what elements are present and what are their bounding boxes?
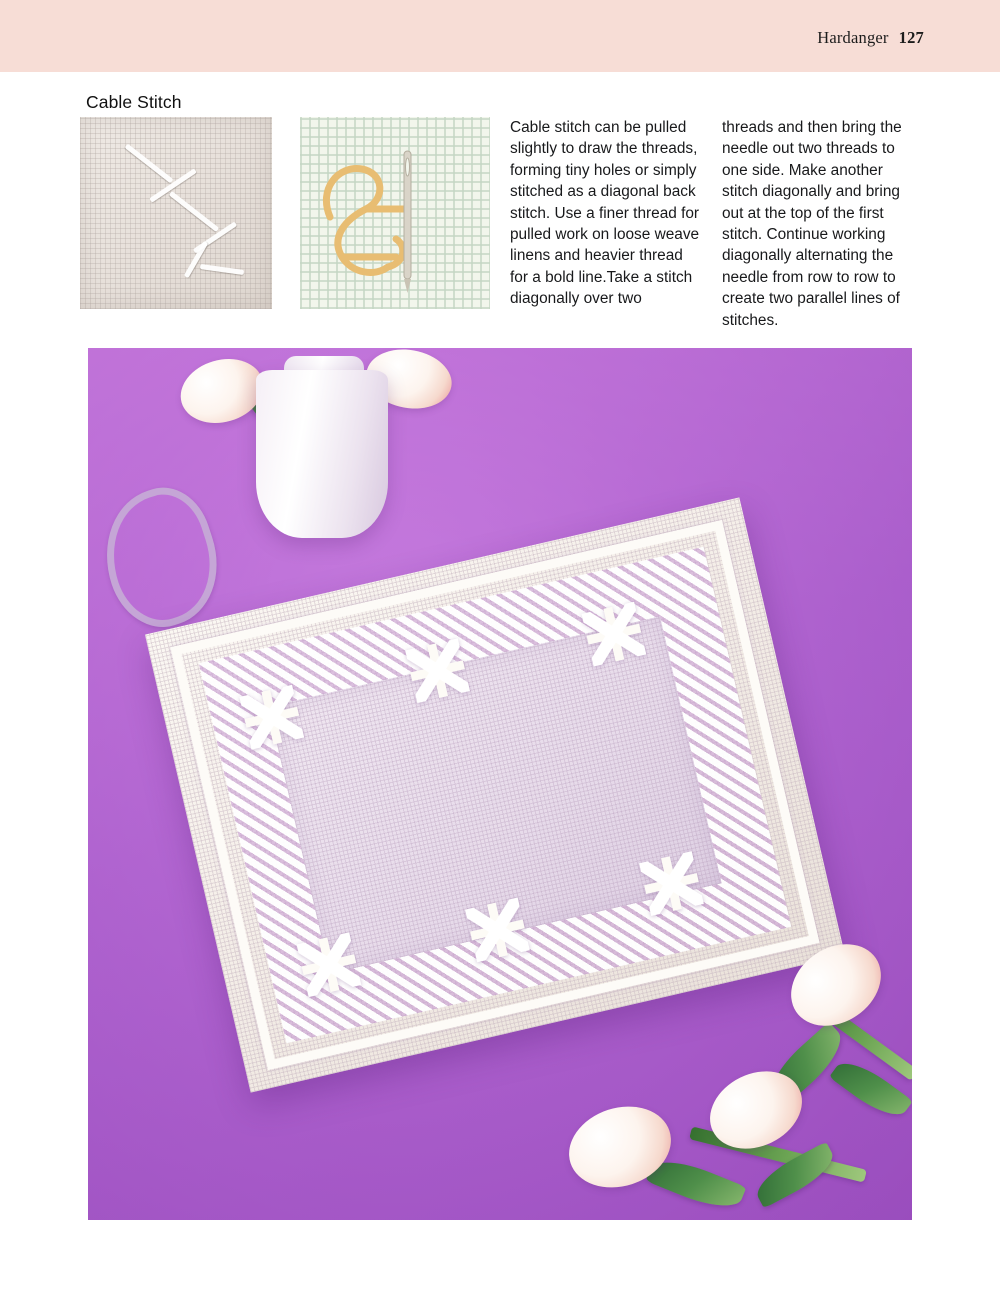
book-title: Hardanger [817, 28, 889, 47]
fabric-swatch-photo [80, 117, 272, 309]
stitch-segment [200, 264, 244, 275]
embroidered-linen-mat [145, 497, 845, 1092]
page-number: 127 [898, 28, 924, 47]
body-column-2: threads and then bring the needle out two threads to one side. Make another stitch diagonally and bring out at the top of the first stitch. Continue working diagonally alternating the needle from row to row to create two parallel lines of stitches. [722, 119, 902, 329]
needle-eye [406, 158, 410, 176]
stitch-segment [169, 191, 219, 232]
thread-path [388, 239, 403, 267]
stitch-segment [125, 144, 174, 184]
running-head [817, 28, 924, 48]
hardanger-mat-photograph [88, 348, 912, 1220]
stitch-diagram [300, 117, 490, 309]
needle-tip [404, 279, 411, 293]
page-title: Cable Stitch [86, 92, 182, 112]
body-column-1: Cable stitch can be pulled slightly to draw the threads, forming tiny holes or simply stitched as a diagonal back stitch. Use a finer thread for pulled work on loose weave linens and heavier thread for a bold line.Take a stitch diagonally over two [510, 119, 700, 308]
stitch-diagram-artwork [300, 117, 490, 309]
